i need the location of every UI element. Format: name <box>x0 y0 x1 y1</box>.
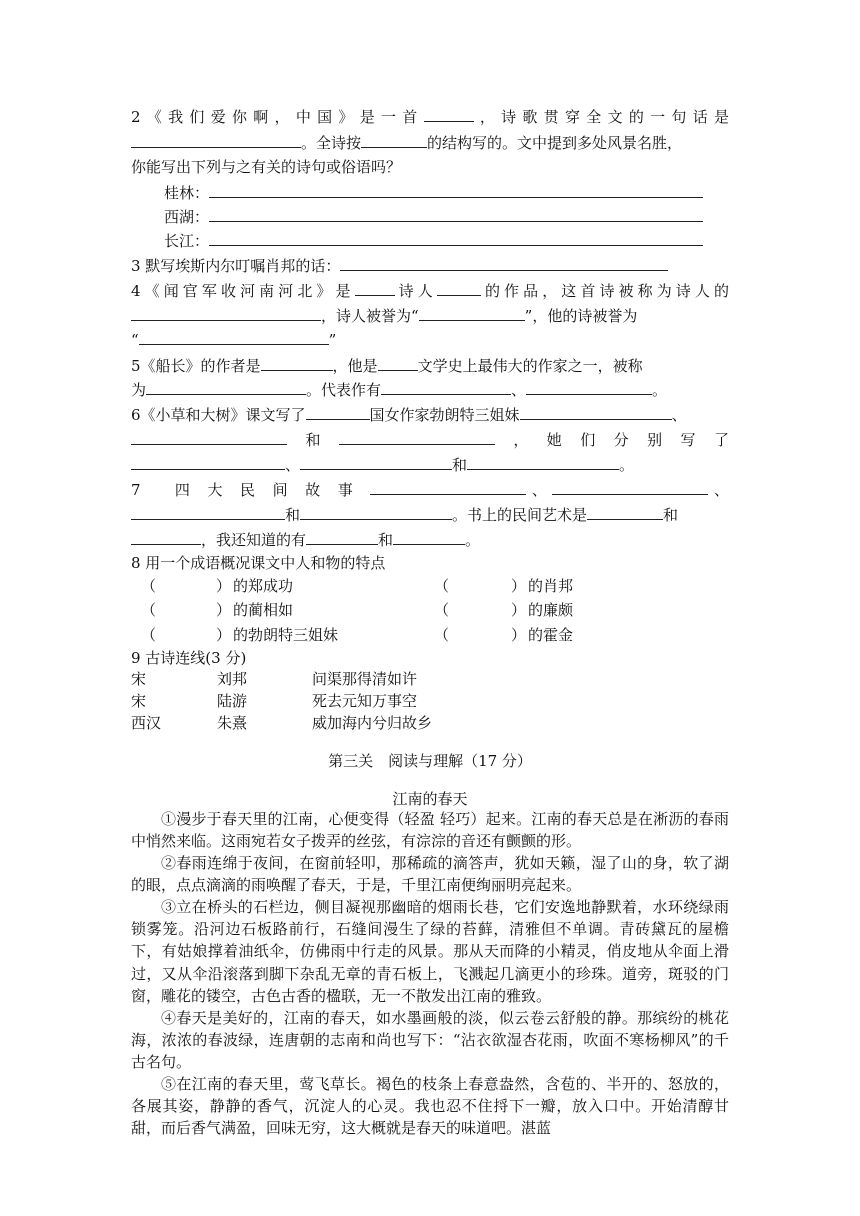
q9-line-2[interactable]: 死去元知万事空 <box>312 692 418 710</box>
q4-line-2 <box>131 306 637 326</box>
q3-line <box>131 256 668 276</box>
q9-dynasty-3[interactable]: 西汉 <box>131 714 162 732</box>
q2-item-guilin <box>164 183 703 203</box>
passage-title: 江南的春天 <box>392 790 468 808</box>
q7-text: 和 <box>663 506 679 524</box>
q5-text: 文学史上最伟大的作家之一，被称 <box>417 357 643 375</box>
q8-left-close-2: ） <box>216 601 232 619</box>
q7-line-3 <box>131 530 480 550</box>
q8-left-open-3: （ <box>141 626 157 644</box>
q9-poet-3[interactable]: 朱熹 <box>217 714 248 732</box>
q6-blank-work-2[interactable] <box>300 455 452 470</box>
q7-line-1 <box>131 480 729 500</box>
q4-line-3 <box>131 330 336 350</box>
q4-text: ”，他的诗被誉为 <box>524 307 638 325</box>
q2-blank-changjiang[interactable] <box>209 231 703 246</box>
q6-blank-sister-2[interactable] <box>131 430 287 445</box>
q8-title: 8 用一个成语概况课文中人和物的特点 <box>131 554 386 572</box>
passage-paragraph-1: ①漫步于春天里的江南，心便变得（轻盈 轻巧）起来。江南的春天总是在淅沥的春雨中悄然来临。这雨宛若女子拨弄的丝弦，有淙淙的音还有颤颤的形。 <box>131 810 729 851</box>
q4-line-1 <box>131 281 729 301</box>
q2-item-label: 西湖： <box>164 208 210 226</box>
q2-line-2 <box>131 133 682 153</box>
q6-line-3 <box>131 455 634 475</box>
q2-blank-xihu[interactable] <box>209 207 703 222</box>
q6-blank-country[interactable] <box>306 405 370 420</box>
q2-item-label: 桂林： <box>164 184 210 202</box>
q7-blank-art-1[interactable] <box>587 505 663 520</box>
q4-text: ，诗人被誉为“ <box>321 307 419 325</box>
q4-blank-poet[interactable] <box>437 281 481 296</box>
q4-text: 的作品，这首诗被称为诗人的 <box>480 282 729 300</box>
q2-text: 的结构写的。文中提到多处风景名胜， <box>427 134 683 152</box>
q5-text: 。 <box>652 381 668 399</box>
q6-text: 、 <box>671 406 687 424</box>
q2-blank-guilin[interactable] <box>209 183 703 198</box>
q6-text: 国女作家勃朗特三姐妹 <box>369 406 520 424</box>
q2-item-xihu <box>164 207 703 227</box>
q7-text: 7 四大民间故事 <box>131 481 371 499</box>
q8-left-item-3: 的勃朗特三姐妹 <box>233 626 339 644</box>
q5-blank-country[interactable] <box>378 356 418 371</box>
q7-blank-known-1[interactable] <box>306 530 378 545</box>
q6-blank-sister-3[interactable] <box>339 430 495 445</box>
q2-text: ，诗歌贯穿全文的一句话是 <box>473 108 729 126</box>
q6-blank-work-3[interactable] <box>467 455 619 470</box>
q5-line-2 <box>131 380 667 400</box>
q8-right-item-2: 的廉颇 <box>528 601 574 619</box>
q5-blank-title[interactable] <box>146 380 306 395</box>
q8-left-open-1: （ <box>141 577 157 595</box>
q7-blank-story-1[interactable] <box>370 480 526 495</box>
q4-text: ” <box>328 331 337 349</box>
q5-text: 为 <box>131 381 147 399</box>
q8-right-close-2: ） <box>511 601 527 619</box>
q6-text: 和 <box>452 456 468 474</box>
q4-blank-work-praise[interactable] <box>131 306 321 321</box>
q5-text: ，他是 <box>332 357 378 375</box>
q5-text: 、 <box>511 381 527 399</box>
q2-blank-sentence[interactable] <box>131 133 301 148</box>
q7-text: 、 <box>708 481 729 499</box>
q7-text: 和 <box>285 506 301 524</box>
section-title: 第三关 阅读与理解（17 分） <box>328 752 532 770</box>
q9-line-1[interactable]: 问渠那得清如许 <box>312 670 418 688</box>
q4-blank-dynasty[interactable] <box>355 281 395 296</box>
q2-item-label: 长江： <box>164 232 210 250</box>
q7-blank-known-2[interactable] <box>393 530 465 545</box>
q2-item-changjiang <box>164 231 703 251</box>
q6-text: 6《小草和大树》课文写了 <box>131 406 306 424</box>
q8-left-item-1: 的郑成功 <box>233 577 294 595</box>
q6-blank-work-1[interactable] <box>131 455 285 470</box>
q4-text: 4《闻官军收河南河北》是 <box>131 282 355 300</box>
q2-text: 。全诗按 <box>301 134 362 152</box>
q6-text: ，她们分别写了 <box>494 431 729 449</box>
q7-blank-story-3[interactable] <box>131 505 285 520</box>
q9-line-3[interactable]: 威加海内兮归故乡 <box>312 714 433 732</box>
q5-blank-author[interactable] <box>261 356 333 371</box>
q4-text: 诗人 <box>394 282 437 300</box>
q8-right-close-1: ） <box>511 577 527 595</box>
q7-text: ，我还知道的有 <box>201 531 307 549</box>
q8-right-open-2: （ <box>434 601 450 619</box>
q7-text: 。 <box>465 531 481 549</box>
q5-text: 5《船长》的作者是 <box>131 357 261 375</box>
q8-right-close-3: ） <box>511 626 527 644</box>
q9-title: 9 古诗连线(3 分) <box>131 649 247 667</box>
q8-left-close-1: ） <box>216 577 232 595</box>
q6-line-1 <box>131 405 687 425</box>
q8-right-item-1: 的肖邦 <box>528 577 574 595</box>
passage-paragraph-2: ②春雨连绵于夜间，在窗前轻叩，那稀疏的滴答声，犹如天籁，湿了山的身，软了湖的眼，点点滴滴的雨唤醒了春天，于是，千里江南便绚丽明亮起来。 <box>131 854 729 895</box>
q6-text: 。 <box>619 456 635 474</box>
q3-blank[interactable] <box>340 256 668 271</box>
q7-blank-art-2[interactable] <box>131 530 201 545</box>
passage-paragraph-3: ③立在桥头的石栏边，侧目凝视那幽暗的烟雨长巷，它们安逸地静默着，水环绕绿雨锁雾笼。沿河边石板路前行，石缝间漫生了绿的苔藓，清雅但不单调。青砖黛瓦的屋檐下，有姑娘撑着油纸伞，仿佛雨中行走的风景。那从天而降的小精灵，俏皮地从伞面上滑过，又从伞沿滚落到脚下杂乱无章的青石板上，飞溅起几滴更小的珍珠。道旁，斑驳的门窗，雕花的镂空，古色古香的楹联，无一不散发出江南的雅致。 <box>131 898 729 1005</box>
q4-blank-poems-title[interactable] <box>139 330 329 345</box>
q8-left-close-3: ） <box>216 626 232 644</box>
q7-blank-story-4[interactable] <box>300 505 452 520</box>
q8-left-open-2: （ <box>141 601 157 619</box>
q3-text: 3 默写埃斯内尔叮嘱肖邦的话： <box>131 257 341 275</box>
q9-poet-1[interactable]: 刘邦 <box>217 670 248 688</box>
passage-paragraph-5: ⑤在江南的春天里，莺飞草长。褐色的枝条上春意盎然，含苞的、半开的、怒放的，各展其姿，静静的香气，沉淀人的心灵。我也忍不住捋下一瓣，放入口中。开始清醇甘甜，而后香气满盈，回味无穷，这大概就是春天的味道吧。湛蓝 <box>131 1075 729 1138</box>
q8-right-item-3: 的霍金 <box>528 626 574 644</box>
q9-poet-2[interactable]: 陆游 <box>217 692 248 710</box>
q8-right-open-3: （ <box>434 626 450 644</box>
q8-left-item-2: 的蔺相如 <box>233 601 294 619</box>
q2-line-1 <box>131 107 729 127</box>
q6-text: 、 <box>285 456 301 474</box>
q7-blank-story-2[interactable] <box>552 480 708 495</box>
q4-text: “ <box>131 331 139 349</box>
q7-text: 。书上的民间艺术是 <box>452 506 588 524</box>
q5-blank-work-2[interactable] <box>526 380 652 395</box>
q2-line-3: 你能写出下列与之有关的诗句或俗语吗？ <box>131 158 402 176</box>
q7-text: 和 <box>378 531 394 549</box>
q5-line-1 <box>131 356 643 376</box>
q2-blank-genre[interactable] <box>424 107 474 122</box>
q8-right-open-1: （ <box>434 577 450 595</box>
q4-blank-poet-title[interactable] <box>419 306 525 321</box>
q7-text: 、 <box>526 481 553 499</box>
q5-blank-work-1[interactable] <box>381 380 511 395</box>
q6-line-2 <box>131 430 729 450</box>
passage-paragraph-4: ④春天是美好的，江南的春天，如水墨画般的淡，似云卷云舒般的静。那缤纷的桃花海，浓浓的春波绿，连唐朝的志南和尚也写下：“沾衣欲湿杏花雨，吹面不寒杨柳风”的千古名句。 <box>131 1009 729 1072</box>
q6-text: 和 <box>287 431 339 449</box>
q6-blank-sister-1[interactable] <box>520 405 672 420</box>
q2-blank-structure[interactable] <box>361 133 427 148</box>
q7-line-2 <box>131 505 678 525</box>
q9-dynasty-1[interactable]: 宋 <box>131 670 147 688</box>
q9-dynasty-2[interactable]: 宋 <box>131 692 147 710</box>
q5-text: 。代表作有 <box>306 381 382 399</box>
q2-text: 2《我们爱你啊，中国》是一首 <box>131 108 424 126</box>
